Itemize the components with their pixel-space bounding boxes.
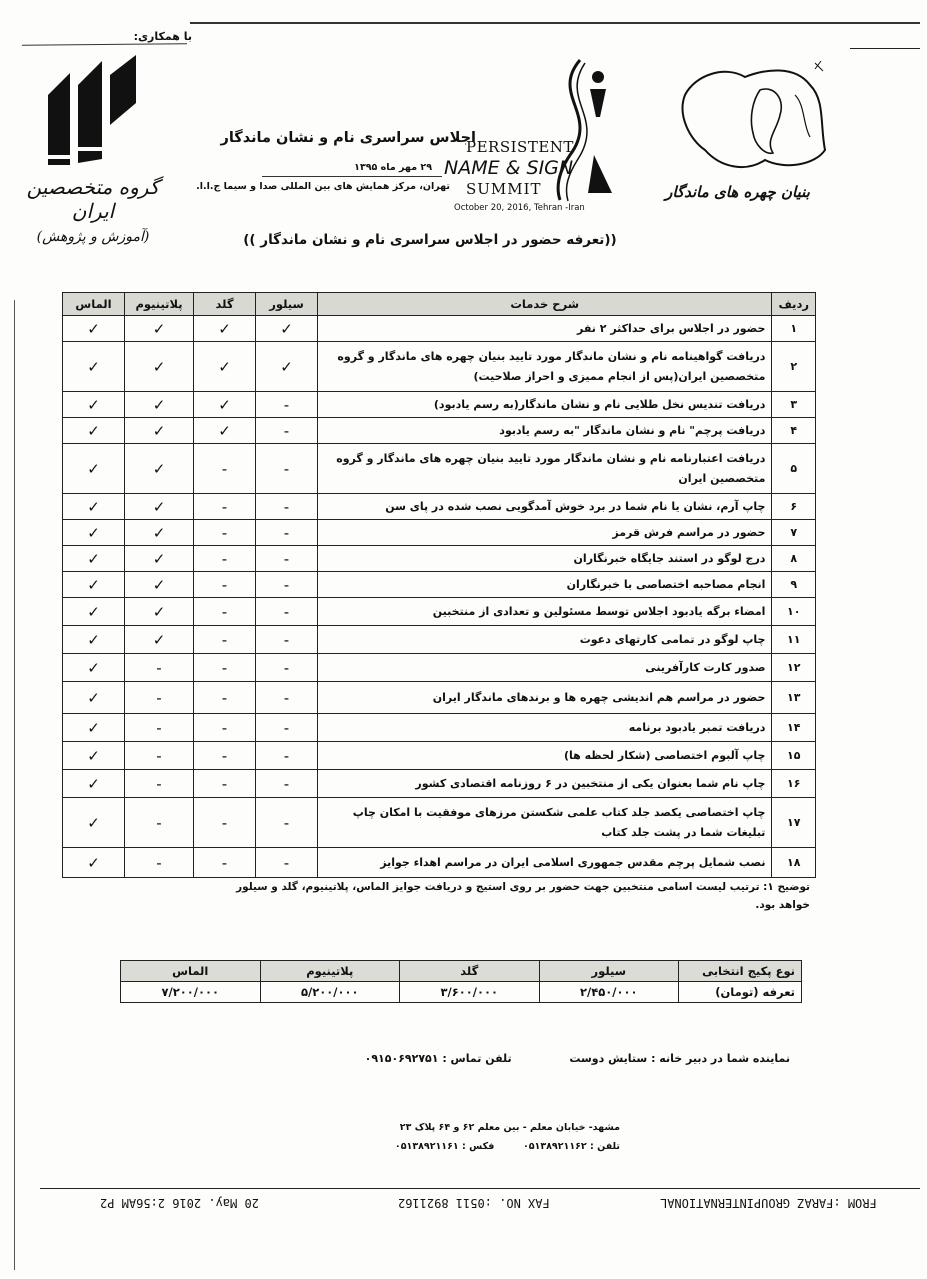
platinum-mark: ✓ (125, 546, 194, 572)
row-number: ۸ (772, 546, 816, 572)
platinum-mark: - (125, 742, 194, 770)
price-silver-header: سیلور (539, 961, 679, 982)
table-row (63, 770, 816, 798)
price-diamond-value: ۷/۲۰۰/۰۰۰ (121, 982, 261, 1003)
gold-mark: - (194, 682, 256, 714)
fax-number: ۰۵۱۳۸۹۲۱۱۶۱ (394, 1141, 459, 1152)
price-platinum-value: ۵/۲۰۰/۰۰۰ (260, 982, 400, 1003)
row-number: ۱ (772, 316, 816, 342)
platinum-mark: - (125, 848, 194, 878)
price-values-row (121, 982, 802, 1003)
fax-number-header: FAX NO. :0511 8921162 (398, 1196, 550, 1210)
address-block (340, 1118, 620, 1156)
silver-mark: ✓ (256, 342, 318, 392)
row-number: ۱۲ (772, 654, 816, 682)
silver-mark: - (256, 626, 318, 654)
diamond-mark: ✓ (63, 546, 125, 572)
table-row (63, 682, 816, 714)
platinum-mark: ✓ (125, 392, 194, 418)
row-description: حضور در مراسم فرش قرمز (318, 520, 772, 546)
silver-mark: - (256, 392, 318, 418)
iran-map-logo-icon (665, 55, 840, 183)
table-row (63, 654, 816, 682)
silver-mark: - (256, 714, 318, 742)
diamond-mark: ✓ (63, 572, 125, 598)
services-table (62, 292, 816, 878)
tariff-label: تعرفه (تومان) (679, 982, 802, 1003)
note-text: توضیح ۱: ترتیب لیست اسامی منتخبین جهت حضور بر روی استیج و دریافت جوایز الماس، پلاتینیوم، گلد و سیلور خواهد بود. (236, 881, 810, 911)
row-description: نصب شمایل پرچم مقدس جمهوری اسلامی ایران در مراسم اهداء جوایز (318, 848, 772, 878)
row-description: چاپ نام شما بعنوان یکی از منتخبین در ۶ روزنامه اقتصادی کشور (318, 770, 772, 798)
event-title-fa: اجلاس سراسری نام و نشان ماندگار (220, 130, 476, 146)
header-description: شرح خدمات (318, 293, 772, 316)
row-number: ۱۵ (772, 742, 816, 770)
gold-mark: ✓ (194, 316, 256, 342)
left-logo-line2: (آموزش و پژوهش) (36, 229, 150, 245)
silver-mark: - (256, 742, 318, 770)
representative-line (350, 1052, 790, 1065)
row-description: چاپ آرم، نشان یا نام شما در برد خوش آمدگویی نصب شده در پای سن (318, 494, 772, 520)
row-number: ۷ (772, 520, 816, 546)
row-description: درج لوگو در استند جایگاه خبرنگاران (318, 546, 772, 572)
table-row (63, 520, 816, 546)
silver-mark: - (256, 494, 318, 520)
diamond-mark: ✓ (63, 494, 125, 520)
silver-mark: - (256, 848, 318, 878)
silver-mark: - (256, 770, 318, 798)
silver-mark: - (256, 798, 318, 848)
header-platinum: پلاتینیوم (125, 293, 194, 316)
row-description: چاپ اختصاصی یکصد جلد کتاب علمی شکستن مرزهای موفقیت با امکان چاپ تبلیغات شما در پشت جلد کتاب (318, 798, 772, 848)
row-number: ۱۱ (772, 626, 816, 654)
silver-mark: - (256, 546, 318, 572)
table-row (63, 494, 816, 520)
platinum-mark: - (125, 654, 194, 682)
services-table-header (63, 293, 816, 316)
diamond-mark: ✓ (63, 316, 125, 342)
event-title-en-2: NAME & SIGN (444, 157, 574, 179)
representative-name: ستایش دوست (569, 1052, 648, 1065)
price-diamond-header: الماس (121, 961, 261, 982)
platinum-mark: - (125, 714, 194, 742)
row-description: انجام مصاحبه اختصاصی با خبرنگاران (318, 572, 772, 598)
row-description: دریافت پرچم" نام و نشان ماندگار "به رسم یادبود (318, 418, 772, 444)
fax-label: فکس : (462, 1141, 495, 1152)
platinum-mark: ✓ (125, 494, 194, 520)
table-row (63, 444, 816, 494)
left-margin-line (14, 300, 15, 1270)
diamond-mark: ✓ (63, 682, 125, 714)
silver-mark: - (256, 444, 318, 494)
table-row (63, 342, 816, 392)
row-description: دریافت گواهینامه نام و نشان ماندگار مورد تایید بنیان چهره های ماندگار و گروه متخصصین ایران(پس از انجام ممیزی و احراز صلاحیت) (318, 342, 772, 392)
price-platinum-header: پلاتینیوم (260, 961, 400, 982)
price-gold-value: ۳/۶۰۰/۰۰۰ (400, 982, 540, 1003)
gold-mark: ✓ (194, 342, 256, 392)
row-number: ۹ (772, 572, 816, 598)
table-row (63, 418, 816, 444)
row-number: ۱۶ (772, 770, 816, 798)
top-right-line (850, 48, 920, 49)
gold-mark: - (194, 520, 256, 546)
table-row (63, 392, 816, 418)
event-title-underline (262, 176, 442, 177)
top-scan-line (190, 22, 920, 24)
left-logo-caption (18, 175, 168, 245)
diamond-mark: ✓ (63, 798, 125, 848)
row-number: ۱۴ (772, 714, 816, 742)
table-row (63, 572, 816, 598)
phone-number: ۰۹۱۵۰۶۹۲۷۵۱ (364, 1052, 439, 1065)
header-gold: گلد (194, 293, 256, 316)
price-gold-header: گلد (400, 961, 540, 982)
silver-mark: - (256, 682, 318, 714)
left-logo-line1: گروه متخصصین ایران (26, 175, 160, 223)
package-label: نوع پکیج انتخابی (679, 961, 802, 982)
fax-date: 20 May. 2016 2:56AM P2 (100, 1196, 259, 1210)
platinum-mark: - (125, 770, 194, 798)
table-row (63, 598, 816, 626)
table-row (63, 742, 816, 770)
platinum-mark: ✓ (125, 572, 194, 598)
header-row-number: ردیف (772, 293, 816, 316)
platinum-mark: ✓ (125, 520, 194, 546)
table-row (63, 798, 816, 848)
event-title-en-3: SUMMIT (466, 180, 542, 198)
platinum-mark: ✓ (125, 418, 194, 444)
diamond-mark: ✓ (63, 418, 125, 444)
diamond-mark: ✓ (63, 770, 125, 798)
event-date-fa: ۲۹ مهر ماه ۱۳۹۵ (354, 162, 432, 173)
silver-mark: ✓ (256, 316, 318, 342)
tel-label: تلفن : (590, 1141, 620, 1152)
platinum-mark: ✓ (125, 598, 194, 626)
platinum-mark: - (125, 798, 194, 848)
price-header-row (121, 961, 802, 982)
row-number: ۶ (772, 494, 816, 520)
diamond-mark: ✓ (63, 598, 125, 626)
table-row (63, 626, 816, 654)
row-number: ۴ (772, 418, 816, 444)
gold-mark: - (194, 626, 256, 654)
diamond-mark: ✓ (63, 714, 125, 742)
header-divider (22, 43, 187, 45)
gold-mark: - (194, 654, 256, 682)
row-number: ۵ (772, 444, 816, 494)
row-number: ۱۳ (772, 682, 816, 714)
gold-mark: - (194, 598, 256, 626)
silver-mark: - (256, 572, 318, 598)
phone-label: تلفن تماس : (442, 1052, 512, 1065)
address-line: مشهد- خیابان معلم - بین معلم ۶۲ و ۶۴ پلاک ۲۳ (399, 1122, 620, 1133)
table-row (63, 714, 816, 742)
table-row (63, 316, 816, 342)
silver-mark: - (256, 654, 318, 682)
platinum-mark: ✓ (125, 444, 194, 494)
silver-mark: - (256, 520, 318, 546)
diamond-mark: ✓ (63, 848, 125, 878)
contact-line (340, 1137, 620, 1156)
diamond-mark: ✓ (63, 654, 125, 682)
table-row (63, 546, 816, 572)
diamond-mark: ✓ (63, 342, 125, 392)
row-description: دریافت تندیس نخل طلایی نام و نشان ماندگار(به رسم یادبود) (318, 392, 772, 418)
platinum-mark: - (125, 682, 194, 714)
gold-mark: ✓ (194, 392, 256, 418)
fax-from: FROM :FARAZ GROUPINTERNATIONAL (660, 1196, 877, 1210)
row-number: ۲ (772, 342, 816, 392)
gold-mark: - (194, 770, 256, 798)
gold-mark: - (194, 546, 256, 572)
row-description: حضور در اجلاس برای حداکثر ۲ نفر (318, 316, 772, 342)
gold-mark: - (194, 572, 256, 598)
collaboration-label: با همکاری: (133, 30, 192, 43)
diamond-mark: ✓ (63, 520, 125, 546)
diamond-mark: ✓ (63, 626, 125, 654)
gold-mark: - (194, 494, 256, 520)
right-logo-caption: بنیان چهره های ماندگار (665, 183, 810, 201)
diamond-mark: ✓ (63, 392, 125, 418)
row-description: چاپ آلبوم اختصاصی (شکار لحظه ها) (318, 742, 772, 770)
row-number: ۱۷ (772, 798, 816, 848)
silver-mark: - (256, 418, 318, 444)
summit-emblem-icon (540, 55, 620, 205)
gold-mark: - (194, 444, 256, 494)
row-number: ۱۰ (772, 598, 816, 626)
row-description: حضور در مراسم هم اندیشی چهره ها و برندهای ماندگار ایران (318, 682, 772, 714)
row-description: دریافت اعتبارنامه نام و نشان ماندگار مورد تایید بنیان چهره های ماندگار و گروه متخصصین ایران (318, 444, 772, 494)
row-description: صدور کارت کارآفرینی (318, 654, 772, 682)
platinum-mark: ✓ (125, 342, 194, 392)
header-diamond: الماس (63, 293, 125, 316)
row-description: دریافت تمبر یادبود برنامه (318, 714, 772, 742)
platinum-mark: ✓ (125, 316, 194, 342)
platinum-mark: ✓ (125, 626, 194, 654)
row-description: چاپ لوگو در تمامی کارتهای دعوت (318, 626, 772, 654)
fax-separator-line (40, 1188, 920, 1189)
tel-number: ۰۵۱۳۸۹۲۱۱۶۲ (522, 1141, 587, 1152)
event-date-en: October 20, 2016, Tehran -Iran (454, 203, 585, 213)
header-silver: سیلور (256, 293, 318, 316)
row-number: ۳ (772, 392, 816, 418)
gold-mark: - (194, 848, 256, 878)
diamond-mark: ✓ (63, 742, 125, 770)
row-description: امضاء برگه یادبود اجلاس توسط مسئولین و تعدادی از منتخبین (318, 598, 772, 626)
event-title-en-1: PERSISTENT (466, 138, 574, 156)
representative-label: نماینده شما در دبیر خانه : (651, 1052, 790, 1065)
gold-mark: ✓ (194, 418, 256, 444)
diamond-mark: ✓ (63, 444, 125, 494)
price-table (120, 960, 802, 1003)
iran-experts-logo-icon (40, 55, 150, 167)
silver-mark: - (256, 598, 318, 626)
table-row (63, 848, 816, 878)
price-silver-value: ۲/۴۵۰/۰۰۰ (539, 982, 679, 1003)
row-number: ۱۸ (772, 848, 816, 878)
main-heading: ((تعرفه حضور در اجلاس سراسری نام و نشان ماندگار )) (243, 232, 617, 248)
event-venue-fa: تهران، مرکز همایش های بین المللی صدا و سیما ج.ا.ا. (196, 181, 450, 192)
gold-mark: - (194, 798, 256, 848)
gold-mark: - (194, 714, 256, 742)
gold-mark: - (194, 742, 256, 770)
